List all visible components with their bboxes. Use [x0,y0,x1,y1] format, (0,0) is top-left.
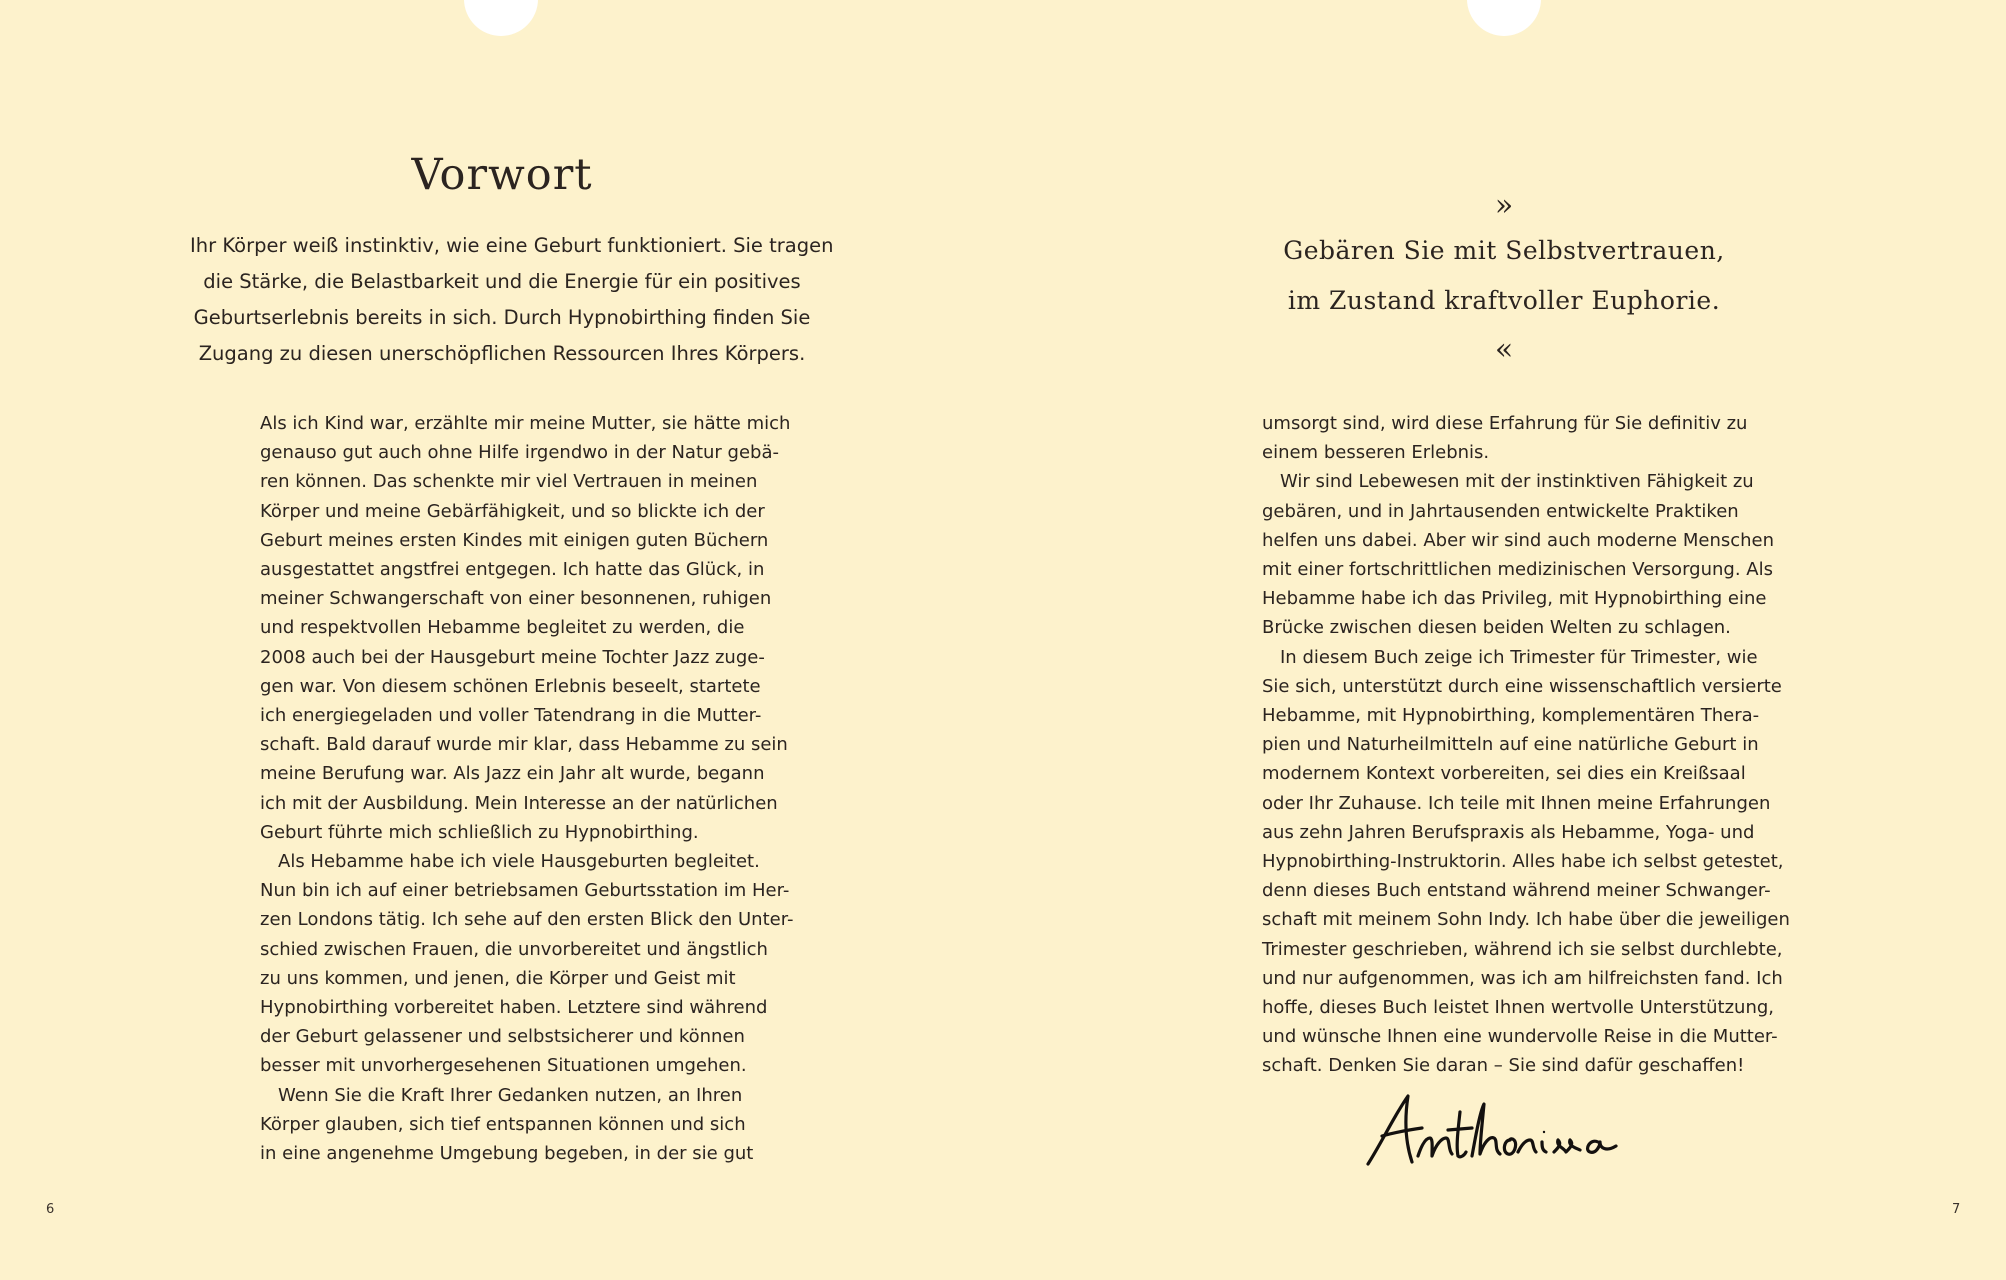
body-text-line: Wir sind Lebewesen mit der instinktiven Fähigkeit zu [1280,471,1754,493]
body-text-line: ausgestattet angstfrei entgegen. Ich hatte das Glück, in [260,559,765,581]
body-text-line: schaft. Denken Sie daran – Sie sind dafür geschaffen! [1262,1055,1745,1077]
body-text-line: Hebamme, mit Hypnobirthing, komplementären Thera- [1262,705,1760,727]
body-text-line: Körper und meine Gebärfähigkeit, und so blickte ich der [260,500,765,522]
body-text-line: einem besseren Erlebnis. [1262,442,1490,464]
body-text-line: in eine angenehme Umgebung begeben, in der sie gut [260,1143,754,1165]
body-text-line: hoffe, dieses Buch leistet Ihnen wertvolle Unterstützung, [1262,997,1775,1019]
body-text-line: Geburt führte mich schließlich zu Hypnobirthing. [260,821,699,843]
body-text-line: besser mit unvorhergesehenen Situationen umgehen. [260,1055,747,1077]
intro-line: die Stärke, die Belastbarkeit und die Energie für ein positives [203,270,801,293]
page-number-left: 6 [46,1202,55,1217]
body-text-line: schaft. Bald darauf wurde mir klar, dass Hebamme zu sein [260,734,788,756]
body-text-line: helfen uns dabei. Aber wir sind auch moderne Menschen [1262,529,1775,551]
body-text-line: modernem Kontext vorbereiten, sei dies ein Kreißsaal [1262,763,1746,785]
intro-line: Zugang zu diesen unerschöpflichen Ressourcen Ihres Körpers. [198,342,806,365]
body-text-line: 2008 auch bei der Hausgeburt meine Tochter Jazz zuge- [260,646,765,668]
page-number-right: 7 [1952,1202,1961,1217]
body-text-line: und wünsche Ihnen eine wundervolle Reise in die Mutter- [1262,1026,1778,1048]
body-text-line: umsorgt sind, wird diese Erfahrung für Sie definitiv zu [1262,413,1748,434]
body-text-line: Geburt meines ersten Kindes mit einigen guten Büchern [260,529,769,551]
body-text-line: Hypnobirthing vorbereitet haben. Letztere sind während [260,997,768,1019]
body-text-line: und nur aufgenommen, was ich am hilfreichsten fand. Ich [1262,967,1783,989]
intro-paragraph [190,228,834,372]
body-text-line: der Geburt gelassener und selbstsicherer und können [260,1026,745,1048]
punch-hole-left [464,0,538,36]
quote-close-mark: « [1494,332,1514,367]
quote-line: Gebären Sie mit Selbstvertrauen, [1283,236,1725,265]
body-text-line: und respektvollen Hebamme begleitet zu werden, die [260,617,745,639]
body-text-line: Hebamme habe ich das Privileg, mit Hypnobirthing eine [1262,588,1767,610]
quote-line: im Zustand kraftvoller Euphorie. [1287,286,1721,315]
intro-line: Ihr Körper weiß instinktiv, wie eine Geburt funktioniert. Sie tragen [190,234,834,257]
body-text-line: Nun bin ich auf einer betriebsamen Geburtsstation im Her- [260,880,790,902]
punch-hole-right [1467,0,1541,36]
pull-quote [1220,188,1788,368]
body-text-line: genauso gut auch ohne Hilfe irgendwo in der Natur gebä- [260,442,779,464]
body-text-line: zen Londons tätig. Ich sehe auf den ersten Blick den Unter- [260,909,794,931]
body-text-line: In diesem Buch zeige ich Trimester für Trimester, wie [1280,646,1758,668]
left-body-text [260,409,793,1168]
body-text-line: Als ich Kind war, erzählte mir meine Mutter, sie hätte mich [260,413,791,434]
body-text-line: zu uns kommen, und jenen, die Körper und Geist mit [260,967,736,989]
body-text-line: meiner Schwangerschaft von einer besonnenen, ruhigen [260,588,772,610]
body-text-line: Sie sich, unterstützt durch eine wissenschaftlich versierte [1262,675,1782,697]
body-text-line: ich energiegeladen und voller Tatendrang in die Mutter- [260,705,762,727]
body-text-line: Trimester geschrieben, während ich sie selbst durchlebte, [1262,938,1783,960]
body-text-line: Körper glauben, sich tief entspannen können und sich [260,1113,746,1135]
body-text-line: gebären, und in Jahrtausenden entwickelte Praktiken [1262,500,1739,522]
intro-line: Geburtserlebnis bereits in sich. Durch Hypnobirthing finden Sie [193,306,811,329]
page-title: Vorwort [411,150,593,200]
quote-open-mark: » [1494,188,1514,223]
handwritten-signature [1360,1090,1630,1170]
body-text-line: schaft mit meinem Sohn Indy. Ich habe über die jeweiligen [1262,909,1790,931]
body-text-line: aus zehn Jahren Berufspraxis als Hebamme, Yoga- und [1262,821,1755,843]
right-body-text [1262,409,1790,1081]
body-text-line: mit einer fortschrittlichen medizinischen Versorgung. Als [1262,559,1773,581]
body-text-line: gen war. Von diesem schönen Erlebnis beseelt, startete [260,675,761,697]
body-text-line: denn dieses Buch entstand während meiner Schwanger- [1262,880,1771,902]
body-text-line: Wenn Sie die Kraft Ihrer Gedanken nutzen, an Ihren [278,1084,743,1106]
body-text-line: schied zwischen Frauen, die unvorbereitet und ängstlich [260,938,768,960]
body-text-line: Als Hebamme habe ich viele Hausgeburten begleitet. [278,851,760,873]
body-text-line: Brücke zwischen diesen beiden Welten zu schlagen. [1262,617,1731,639]
body-text-line: meine Berufung war. Als Jazz ein Jahr alt wurde, begann [260,763,765,785]
body-text-line: ich mit der Ausbildung. Mein Interesse an der natürlichen [260,792,778,814]
body-text-line: ren können. Das schenkte mir viel Vertrauen in meinen [260,471,758,493]
body-text-line: Hypnobirthing-Instruktorin. Alles habe ich selbst getestet, [1262,851,1784,873]
body-text-line: oder Ihr Zuhause. Ich teile mit Ihnen meine Erfahrungen [1262,792,1771,814]
body-text-line: pien und Naturheilmitteln auf eine natürliche Geburt in [1262,734,1759,756]
